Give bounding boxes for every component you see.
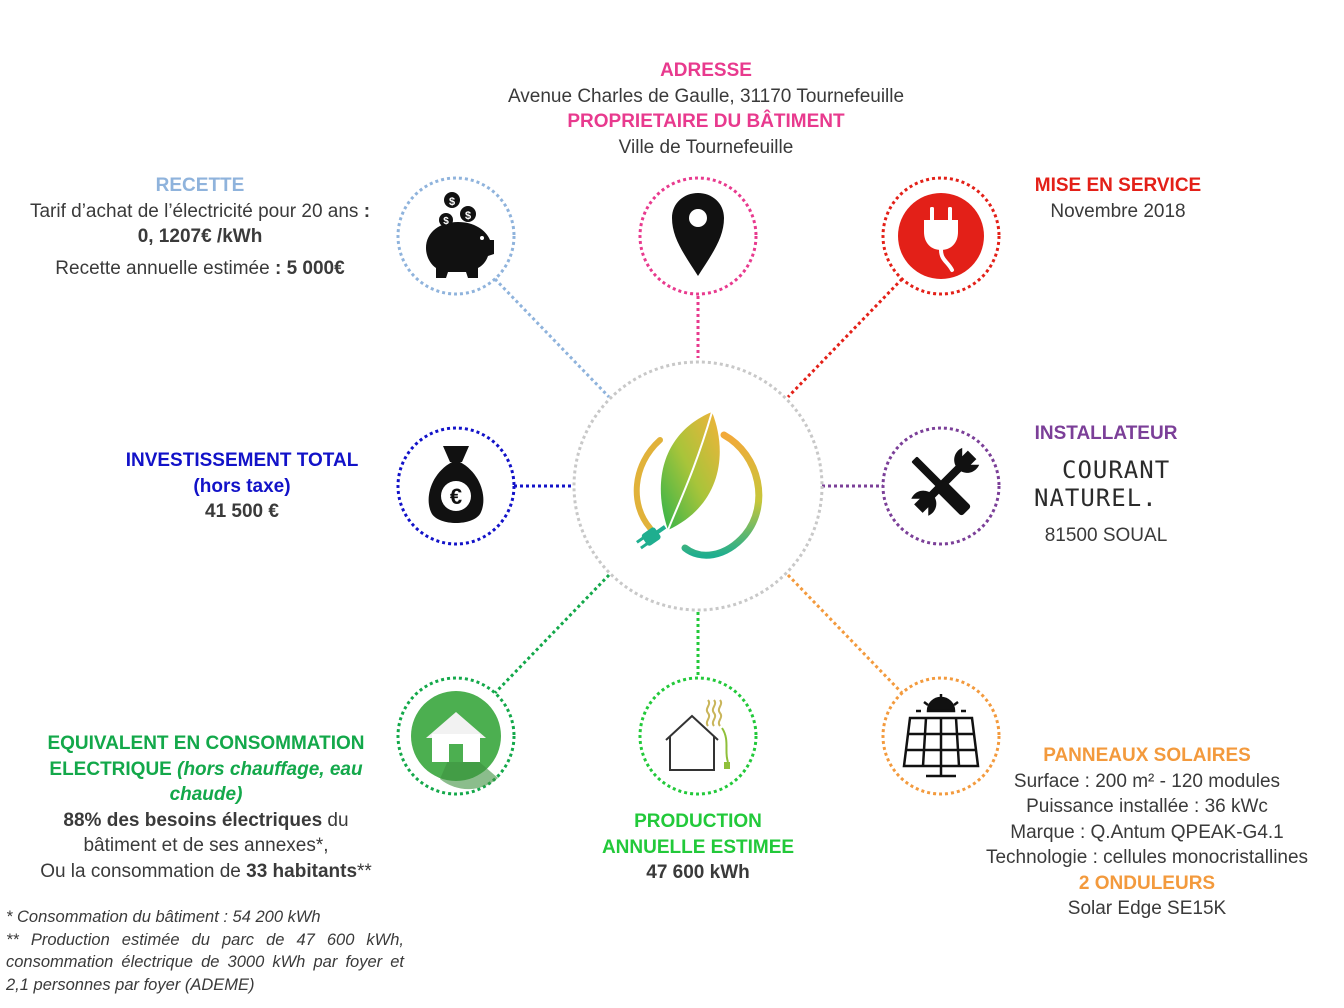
equivalent-line-2: bâtiment et de ses annexes*, bbox=[83, 835, 329, 856]
recette-tarif-value: 0, 1207€ /kWh bbox=[137, 226, 263, 247]
panneaux-text-block bbox=[954, 743, 1340, 922]
production-heading-2: ANNUELLE ESTIMEE bbox=[601, 836, 795, 858]
adresse-text-block bbox=[446, 58, 966, 160]
onduleurs-heading: 2 ONDULEURS bbox=[1078, 872, 1216, 894]
onduleurs-value: Solar Edge SE15K bbox=[1067, 898, 1227, 919]
recette-heading: RECETTE bbox=[155, 175, 245, 196]
installateur-logo bbox=[1034, 456, 1171, 512]
equivalent-heading-2 bbox=[4, 757, 408, 783]
equivalent-line-3-post: ** bbox=[357, 860, 372, 882]
equivalent-line-1 bbox=[4, 808, 408, 834]
recette-line-1 bbox=[4, 199, 396, 225]
equivalent-text-block bbox=[4, 731, 408, 884]
investissement-heading-1: INVESTISSEMENT TOTAL bbox=[125, 450, 359, 471]
panneaux-puissance: Puissance installée : 36 kWc bbox=[1026, 796, 1268, 817]
equivalent-heading-1: EQUIVALENT EN CONSOMMATION bbox=[47, 733, 365, 754]
installateur-logo-line1: COURANT bbox=[1062, 456, 1171, 484]
recette-line-1-text: Tarif d’achat de l’électricité pour 20 ans bbox=[29, 200, 364, 222]
adresse-value: Avenue Charles de Gaulle, 31170 Tournefeuille bbox=[507, 85, 905, 107]
recette-line-1-colon: : bbox=[363, 200, 371, 222]
footnote-2: ** Production estimée du parc de 47 600 kWh, consommation électrique de 3000 kWh par foyer et 2,1 personnes par foyer (ADEME) bbox=[6, 930, 404, 994]
panneaux-marque: Marque : Q.Antum QPEAK-G4.1 bbox=[1010, 821, 1284, 843]
equivalent-line-1-bold: 88% des besoins électriques bbox=[63, 809, 323, 831]
equivalent-heading-3: chaude) bbox=[169, 784, 243, 805]
connector-panneaux bbox=[788, 575, 902, 693]
plug-icon bbox=[898, 193, 984, 279]
equivalent-line-3 bbox=[4, 859, 408, 885]
installateur-heading: INSTALLATEUR bbox=[1034, 423, 1178, 444]
svg-text:$: $ bbox=[448, 196, 456, 208]
equivalent-heading-2-main: ELECTRIQUE bbox=[49, 758, 178, 780]
recette-line-3-colon: : bbox=[274, 257, 287, 279]
production-text-block bbox=[560, 809, 836, 886]
mise-en-service-heading: MISE EN SERVICE bbox=[1034, 175, 1202, 196]
production-circle bbox=[640, 678, 756, 794]
proprietaire-heading: PROPRIETAIRE DU BÂTIMENT bbox=[567, 111, 845, 132]
investissement-value: 41 500 € bbox=[205, 501, 279, 522]
mise-en-service-value: Novembre 2018 bbox=[1050, 200, 1186, 222]
connector-recette bbox=[495, 279, 609, 397]
recette-line-3 bbox=[4, 256, 396, 282]
production-value: 47 600 kWh bbox=[646, 862, 750, 883]
investissement-heading-2: (hors taxe) bbox=[193, 475, 291, 497]
connector-equivalent bbox=[495, 575, 609, 693]
recette-text-block bbox=[4, 173, 396, 281]
panneaux-heading: PANNEAUX SOLAIRES bbox=[1043, 745, 1251, 766]
mise-en-service-text-block bbox=[998, 173, 1238, 224]
installateur-value: 81500 SOUAL bbox=[1044, 525, 1168, 546]
production-heading-1: PRODUCTION bbox=[634, 811, 762, 832]
proprietaire-value: Ville de Tournefeuille bbox=[618, 136, 794, 158]
svg-text:$: $ bbox=[443, 216, 449, 227]
equivalent-line-1-rest: du bbox=[322, 809, 349, 831]
installateur-logo-line2: NATUREL. bbox=[1034, 484, 1158, 512]
equivalent-line-3-pre: Ou la consommation de bbox=[40, 860, 247, 882]
recette-annual-value: 5 000€ bbox=[286, 257, 345, 279]
connector-mise-en-service bbox=[788, 279, 902, 397]
svg-text:€: € bbox=[449, 484, 463, 509]
svg-text:$: $ bbox=[464, 210, 472, 222]
investissement-text-block bbox=[92, 448, 392, 525]
equivalent-heading-2-italic: (hors chauffage, eau bbox=[177, 758, 363, 780]
panneaux-technologie: Technologie : cellules monocristallines bbox=[985, 847, 1309, 868]
panneaux-surface: Surface : 200 m² - 120 modules bbox=[1013, 770, 1281, 792]
footnotes bbox=[6, 906, 404, 996]
recette-line-3-text: Recette annuelle estimée bbox=[55, 257, 275, 279]
equivalent-line-3-bold: 33 habitants bbox=[246, 860, 358, 882]
footnote-1: * Consommation du bâtiment : 54 200 kWh bbox=[6, 908, 321, 926]
adresse-heading: ADRESSE bbox=[660, 60, 752, 81]
